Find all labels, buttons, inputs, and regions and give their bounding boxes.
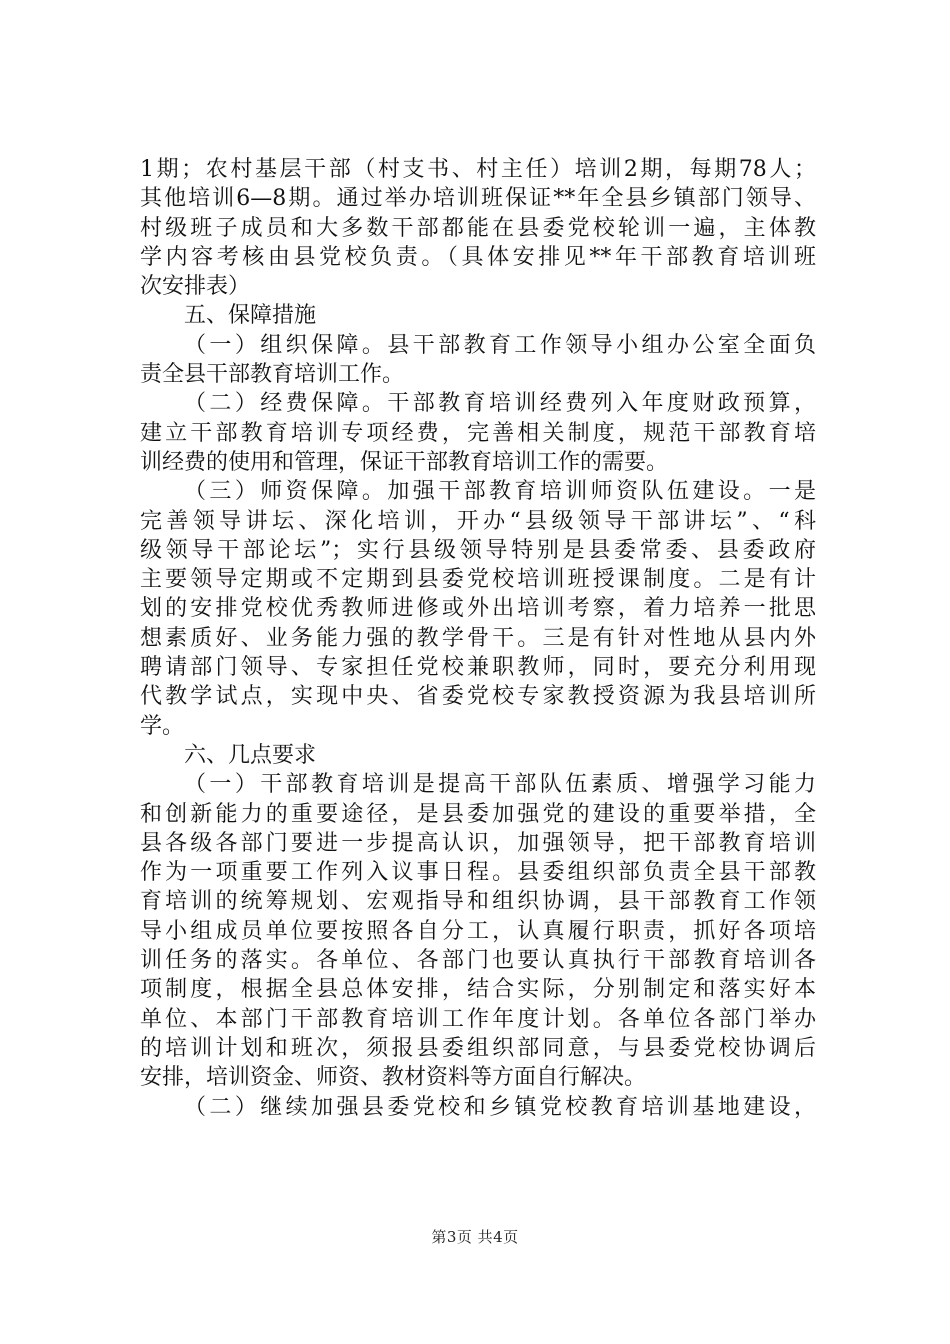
text-line: 导小组成员单位要按照各自分工，认真履行职责，抓好各项培 <box>140 918 816 944</box>
text-line: 想素质好、业务能力强的教学骨干。三是有针对性地从县内外 <box>140 625 816 651</box>
text-line: （二）继续加强县委党校和乡镇党校教育培训基地建设， <box>184 1094 816 1120</box>
text-line: 划的安排党校优秀教师进修或外出培训考察，着力培养一批思 <box>140 596 816 622</box>
text-line: 作为一项重要工作列入议事日程。县委组织部负责全县干部教 <box>140 860 816 886</box>
section-heading: 六、几点要求 <box>184 742 317 768</box>
document-body <box>140 155 816 1122</box>
text-line: 学内容考核由县党校负责。（具体安排见**年干部教育培训班 <box>140 244 816 270</box>
text-line: （二）经费保障。干部教育培训经费列入年度财政预算， <box>184 391 816 417</box>
page-footer: 第3页 共4页 <box>431 1228 519 1246</box>
text-line: 级领导干部论坛”；实行县级领导特别是县委常委、县委政府 <box>140 537 816 563</box>
text-line: 村级班子成员和大多数干部都能在县委党校轮训一遍，主体教 <box>140 215 816 241</box>
text-line: 训经费的使用和管理，保证干部教育培训工作的需要。 <box>140 449 669 475</box>
text-line: 次安排表） <box>140 274 251 300</box>
text-line: 项制度，根据全县总体安排，结合实际，分别制定和落实好本 <box>140 977 816 1003</box>
text-line: 县各级各部门要进一步提高认识，加强领导，把干部教育培训 <box>140 830 816 856</box>
text-line: 安排，培训资金、师资、教材资料等方面自行解决。 <box>140 1065 647 1091</box>
text-line: 育培训的统筹规划、宏观指导和组织协调，县干部教育工作领 <box>140 889 816 915</box>
text-line: 建立干部教育培训专项经费，完善相关制度，规范干部教育培 <box>140 420 816 446</box>
text-line: 主要领导定期或不定期到县委党校培训班授课制度。二是有计 <box>140 567 816 593</box>
text-line: 代教学试点，实现中央、省委党校专家教授资源为我县培训所 <box>140 684 816 710</box>
section-heading: 五、保障措施 <box>184 303 317 329</box>
text-line: （三）师资保障。加强干部教育培训师资队伍建设。一是 <box>184 479 816 505</box>
text-line: 完善领导讲坛、深化培训，开办“县级领导干部讲坛”、“科 <box>140 508 816 534</box>
text-line: 单位、本部门干部教育培训工作年度计划。各单位各部门举办 <box>140 1006 816 1032</box>
text-line: 和创新能力的重要途径，是县委加强党的建设的重要举措，全 <box>140 801 816 827</box>
text-line: （一）干部教育培训是提高干部队伍素质、增强学习能力 <box>184 772 816 798</box>
text-line: 训任务的落实。各单位、各部门也要认真执行干部教育培训各 <box>140 948 816 974</box>
text-line: 责全县干部教育培训工作。 <box>140 362 405 388</box>
text-line: 学。 <box>140 713 185 739</box>
text-line: 其他培训6—8期。通过举办培训班保证**年全县乡镇部门领导、 <box>140 186 816 212</box>
text-line: 的培训计划和班次，须报县委组织部同意，与县委党校协调后 <box>140 1035 816 1061</box>
text-line: 聘请部门领导、专家担任党校兼职教师，同时，要充分利用现 <box>140 655 816 681</box>
text-line: （一）组织保障。县干部教育工作领导小组办公室全面负 <box>184 332 816 358</box>
text-line: 1期；农村基层干部（村支书、村主任）培训2期，每期78人； <box>140 157 816 182</box>
